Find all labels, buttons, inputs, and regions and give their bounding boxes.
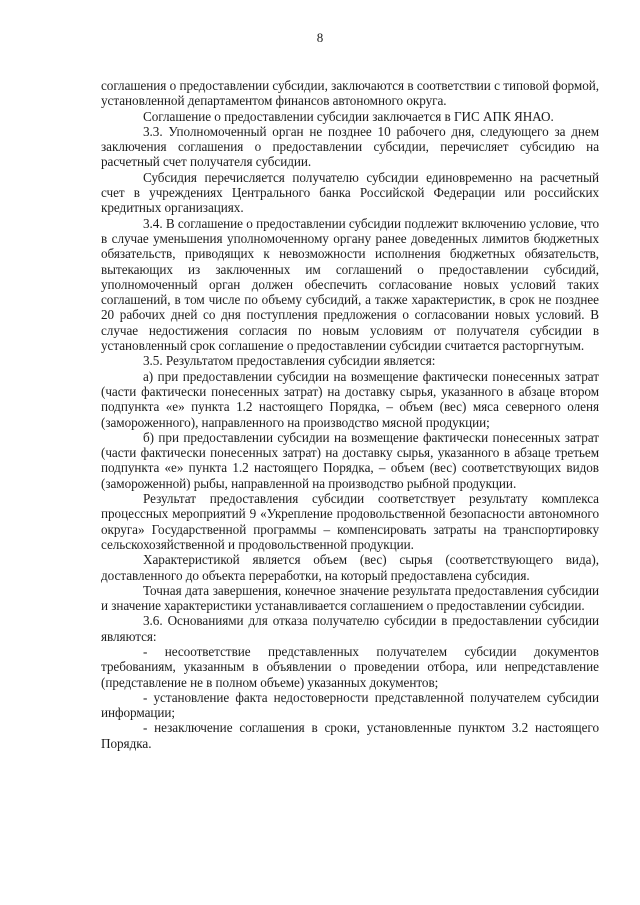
paragraph-3-6: 3.6. Основаниями для отказа получателю субсидии в предоставлении субсидии являются:: [101, 613, 599, 644]
paragraph-characteristic: Характеристикой является объем (вес) сырья (соответствующего вида), доставленного до объекта переработки, на который предоставлена субсидия.: [101, 552, 599, 583]
paragraph-3-5: 3.5. Результатом предоставления субсидии является:: [143, 353, 436, 369]
paragraph-completion-date: Точная дата завершения, конечное значение результата предоставления субсидии и значение характеристики устанавливается соглашением о предоставлении субсидии.: [101, 582, 599, 614]
paragraph-3-3: 3.3. Уполномоченный орган не позднее 10 рабочего дня, следующего за днем заключения соглашения о предоставлении субсидии, перечисляет субсидию на расчетный счет получателя субсидии.: [101, 123, 599, 170]
paragraph-result-a: а) при предоставлении субсидии на возмещение фактически понесенных затрат (части фактически понесенных затрат) на доставку сырья, указанного в абзаце втором подпункта «е» пункта 1.2 настоящего Порядка, – объем (вес) мяса северного оленя (замороженного), направленного на производство мясной продукции;: [101, 368, 599, 430]
paragraph-3-4: 3.4. В соглашение о предоставлении субсидии подлежит включению условие, что в случае уменьшения уполномоченному органу ранее доведенных лимитов бюджетных обязательств, приводящих к невозможности исполнения бюджетных обязательств, вытекающих из заключенных им соглашений о предоставлении субсидий, уполномоченный орган должен обеспечить согласование новых условий таких соглашений, в том числе по объему субсидий, а также характеристик, в срок не позднее 20 рабочих дней со дня поступления предложения о согласовании новых условий. В случае недостижения согласия по новым условиям от получателя субсидии в установленный срок соглашение о предоставлении субсидии считается расторгнутым.: [101, 215, 599, 354]
paragraph-refusal-agreement: - незаключение соглашения в сроки, установленные пунктом 3.2 настоящего Порядка.: [101, 720, 599, 751]
paragraph-result-program: Результат предоставления субсидии соответствует результату комплекса процессных мероприятий 9 «Укрепление продовольственной безопасности автономного округа» Государственной программы – компенсировать затраты на транспортировку сельскохозяйственной и продовольственной продукции.: [101, 491, 599, 552]
document-body: [101, 78, 599, 751]
paragraph-refusal-documents: - несоответствие представленных получателем субсидии документов требованиям, указанным в объявлении о проведении отбора, или непредставление (представление не в полном объеме) указанных документов;: [101, 643, 599, 690]
paragraph-payment-account: Субсидия перечисляется получателю субсидии единовременно на расчетный счет в учреждениях Центрального банка Российской Федерации или российских кредитных организациях.: [101, 169, 599, 216]
paragraph-gis-apk: Соглашение о предоставлении субсидии заключается в ГИС АПК ЯНАО.: [143, 108, 554, 124]
paragraph-result-b: б) при предоставлении субсидии на возмещение фактически понесенных затрат (части фактически понесенных затрат) на доставку сырья, указанного в абзаце третьем подпункта «е» пункта 1.2 настоящего Порядка, – объем (вес) соответствующих видов (замороженной) рыбы, направленной на производство рыбной продукции.: [101, 429, 599, 491]
page-number: 8: [316, 30, 324, 45]
paragraph-refusal-info: - установление факта недостоверности представленной получателем субсидии информации;: [101, 689, 599, 721]
paragraph-contract-form: соглашения о предоставлении субсидии, заключаются в соответствии с типовой формой, установленной департаментом финансов автономного округа.: [101, 78, 599, 109]
